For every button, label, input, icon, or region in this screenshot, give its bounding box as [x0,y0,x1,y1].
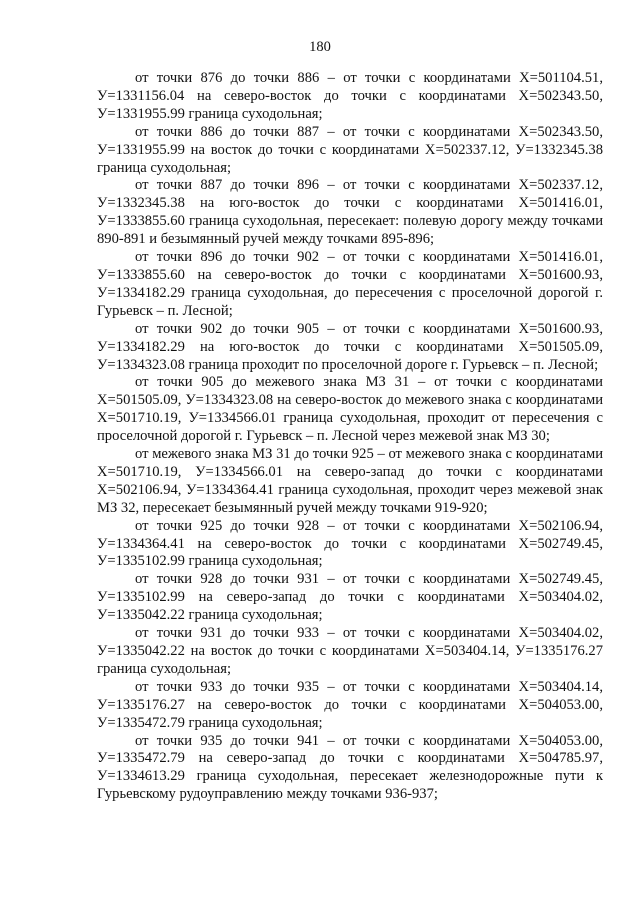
boundary-paragraph: от точки 902 до точки 905 – от точки с координатами Х=501600.93, У=1334182.29 на юго-восток до точки с координатами Х=501505.09, У=1334323.08 граница проходит по проселочной дороге г. Гурьевск – п. Лесной; [97,320,603,373]
boundary-paragraph: от точки 931 до точки 933 – от точки с координатами Х=503404.02, У=1335042.22 на восток до точки с координатами Х=503404.14, У=1335176.27 граница суходольная; [97,625,603,677]
boundary-paragraph: от точки 886 до точки 887 – от точки с координатами Х=502343.50, У=1331955.99 на восток до точки с координатами Х=502337.12, У=1332345.38 граница суходольная; [97,123,603,176]
boundary-paragraph: от точки 887 до точки 896 – от точки с координатами Х=502337.12, У=1332345.38 на юго-восток до точки с координатами Х=501416.01, У=1333855.60 граница суходольная, пересекает: полевую дорогу между точками 890-891 и безымянный ручей между точками 895-896; [97,177,603,248]
boundary-paragraph: от точки 925 до точки 928 – от точки с координатами Х=502106.94, У=1334364.41 на северо-восток до точки с координатами Х=502749.45, У=1335102.99 граница суходольная; [97,517,603,570]
boundary-paragraph: от точки 876 до точки 886 – от точки с координатами Х=501104.51, У=1331156.04 на северо-восток до точки с координатами Х=502343.50, У=1331955.99 граница суходольная; [97,70,603,122]
boundary-paragraph: от точки 905 до межевого знака МЗ 31 – от точки с координатами Х=501505.09, У=1334323.08 на северо-восток до межевого знака с координатами Х=501710.19, У=1334566.01 граница суходольная, проходит от пересечения с проселочной дорогой г. Гурьевск – п. Лесной через межевой знак МЗ 30; [97,374,603,445]
page-number: 180 [309,39,331,55]
boundary-paragraph: от точки 933 до точки 935 – от точки с координатами Х=503404.14, У=1335176.27 на северо-восток до точки с координатами Х=504053.00, У=1335472.79 граница суходольная; [97,678,603,731]
document-body [97,70,603,804]
boundary-paragraph: от точки 928 до точки 931 – от точки с координатами Х=502749.45, У=1335102.99 на северо-запад до точки с координатами Х=503404.02, У=1335042.22 граница суходольная; [97,571,603,624]
boundary-paragraph: от точки 896 до точки 902 – от точки с координатами Х=501416.01, У=1333855.60 на северо-восток до точки с координатами Х=501600.93, У=1334182.29 граница суходольная, до пересечения с проселочной дорогой г. Гурьевск – п. Лесной; [97,249,603,319]
boundary-paragraph: от межевого знака МЗ 31 до точки 925 – от межевого знака с координатами Х=501710.19, У=1334566.01 на северо-запад до точки с координатами Х=502106.94, У=1334364.41 граница суходольная, проходит через межевой знак МЗ 32, пересекает безымянный ручей между точками 919-920; [97,446,603,516]
boundary-paragraph: от точки 935 до точки 941 – от точки с координатами Х=504053.00, У=1335472.79 на северо-запад до точки с координатами Х=504785.97, У=1334613.29 граница суходольная, пересекает железнодорожные пути к Гурьевскому рудоуправлению между точками 936-937; [97,732,603,803]
